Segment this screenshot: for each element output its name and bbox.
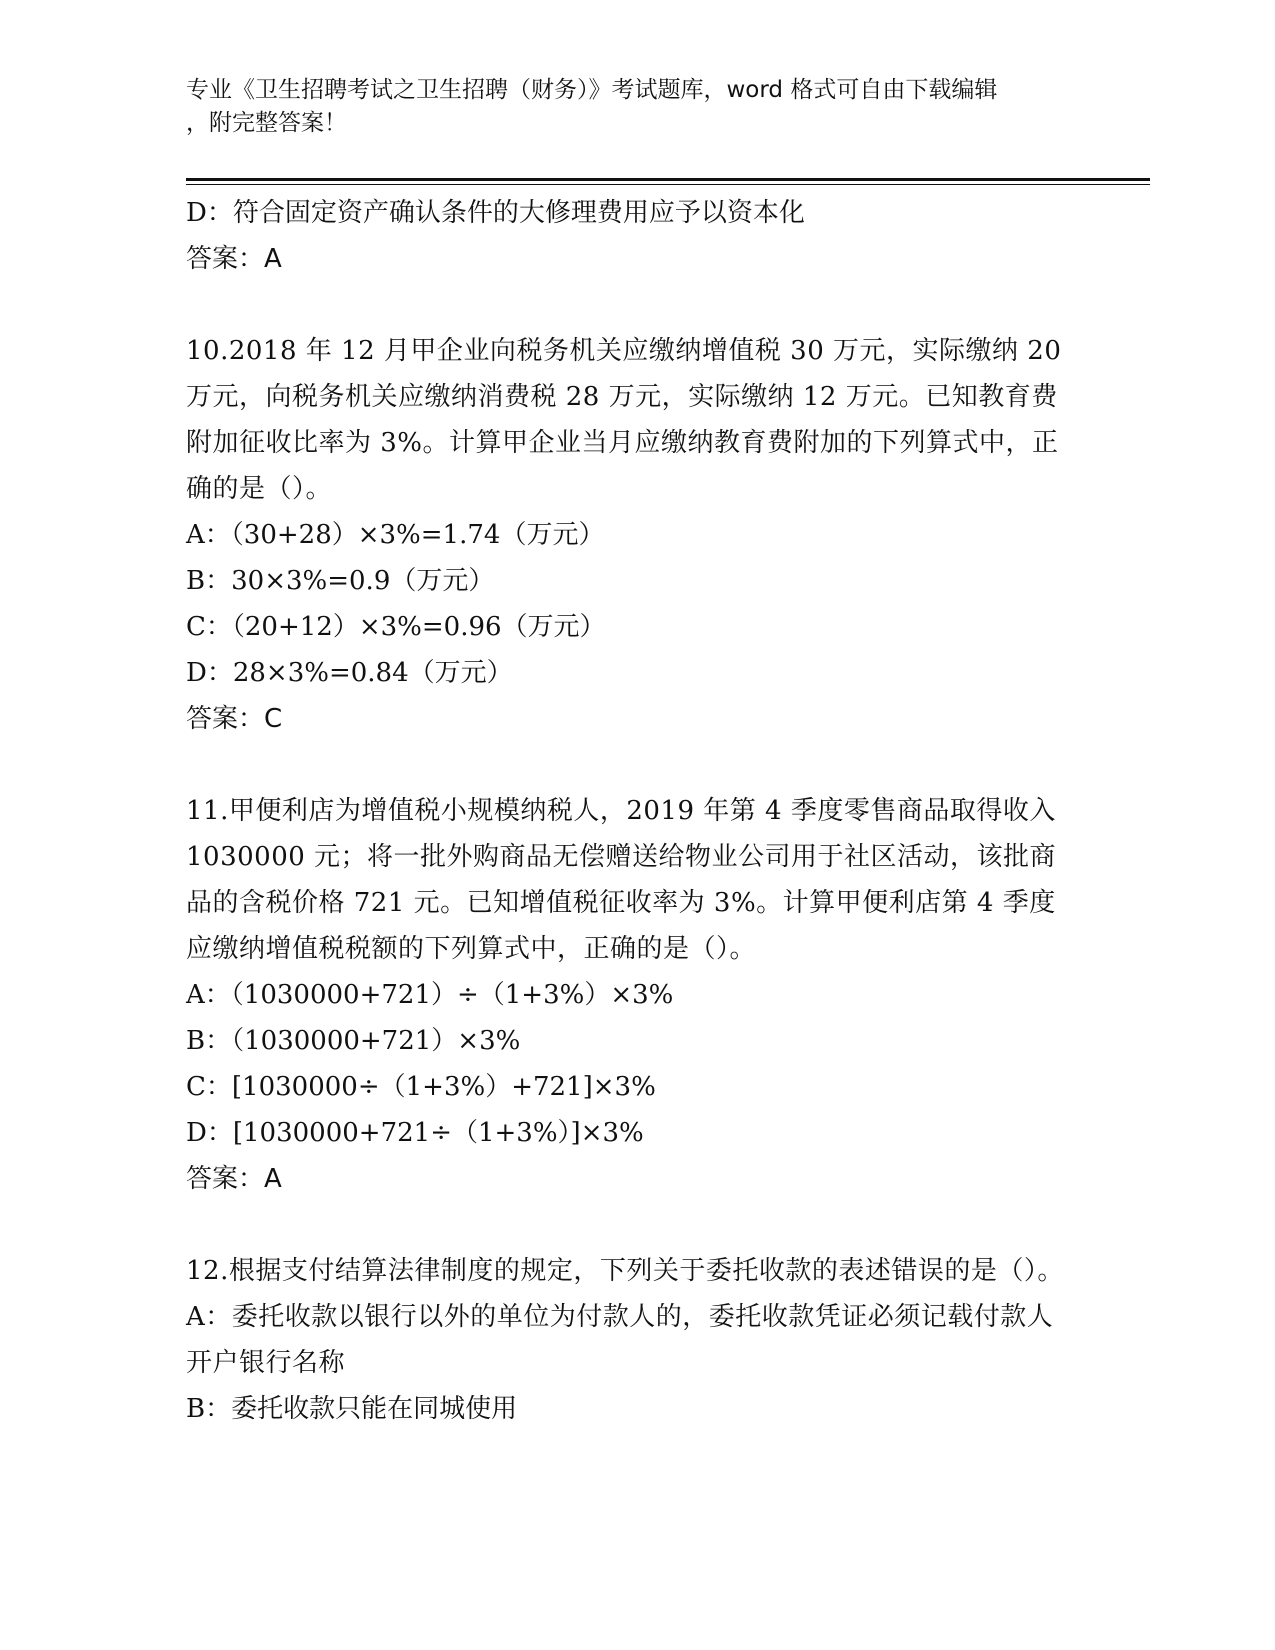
question-10-option-b: B：30×3%=0.9（万元） bbox=[186, 566, 495, 596]
question-11-option-a: A：（1030000+721）÷（1+3%）×3% bbox=[186, 980, 674, 1010]
question-10-option-a: A：（30+28）×3%=1.74（万元） bbox=[186, 520, 605, 550]
question-10-option-d: D：28×3%=0.84（万元） bbox=[186, 658, 513, 688]
question-10-text: 10.2018 年 12 月甲企业向税务机关应缴纳增值税 30 万元，实际缴纳 20 万元，向税务机关应缴纳消费税 28 万元，实际缴纳 12 万元。已知教育费附加征收比率为 3%。计算甲企业当月应缴纳教育费附加的下列算式中，正确的是（）。 bbox=[186, 336, 1062, 504]
question-12-option-b: B：委托收款只能在同城使用 bbox=[186, 1394, 518, 1424]
question-11-option-b: B：（1030000+721）×3% bbox=[186, 1026, 521, 1056]
question-11-option-d: D：[1030000+721÷（1+3%）]×3% bbox=[186, 1118, 644, 1148]
question-11-option-c: C：[1030000÷（1+3%）+721]×3% bbox=[186, 1072, 656, 1102]
spacer bbox=[186, 282, 1076, 328]
question-12-option-a: A：委托收款以银行以外的单位为付款人的，委托收款凭证必须记载付款人开户银行名称 bbox=[186, 1302, 1054, 1378]
question-10-answer: 答案：C bbox=[186, 704, 283, 734]
header-divider-thin bbox=[186, 184, 1150, 185]
header-divider-thick bbox=[186, 178, 1150, 181]
question-12-text: 12.根据支付结算法律制度的规定，下列关于委托收款的表述错误的是（）。 bbox=[186, 1256, 1064, 1286]
question-11-text: 11.甲便利店为增值税小规模纳税人，2019 年第 4 季度零售商品取得收入 1030000 元；将一批外购商品无偿赠送给物业公司用于社区活动，该批商品的含税价格 721 元。已知增值税征收率为 3%。计算甲便利店第 4 季度应缴纳增值税税额的下列算式中，正确的是（）。 bbox=[186, 796, 1057, 964]
question-10-option-c: C：（20+12）×3%=0.96（万元） bbox=[186, 612, 606, 642]
question-content bbox=[186, 190, 1076, 1432]
spacer bbox=[186, 1202, 1076, 1248]
document-header bbox=[186, 74, 1066, 140]
question-11-answer: 答案：A bbox=[186, 1164, 282, 1194]
spacer bbox=[186, 742, 1076, 788]
header-line-1: 专业《卫生招聘考试之卫生招聘（财务）》考试题库，word 格式可自由下载编辑 bbox=[186, 77, 998, 103]
prev-option-d: D：符合固定资产确认条件的大修理费用应予以资本化 bbox=[186, 198, 805, 228]
header-line-2: ，附完整答案！ bbox=[186, 110, 347, 136]
prev-answer: 答案：A bbox=[186, 244, 282, 274]
